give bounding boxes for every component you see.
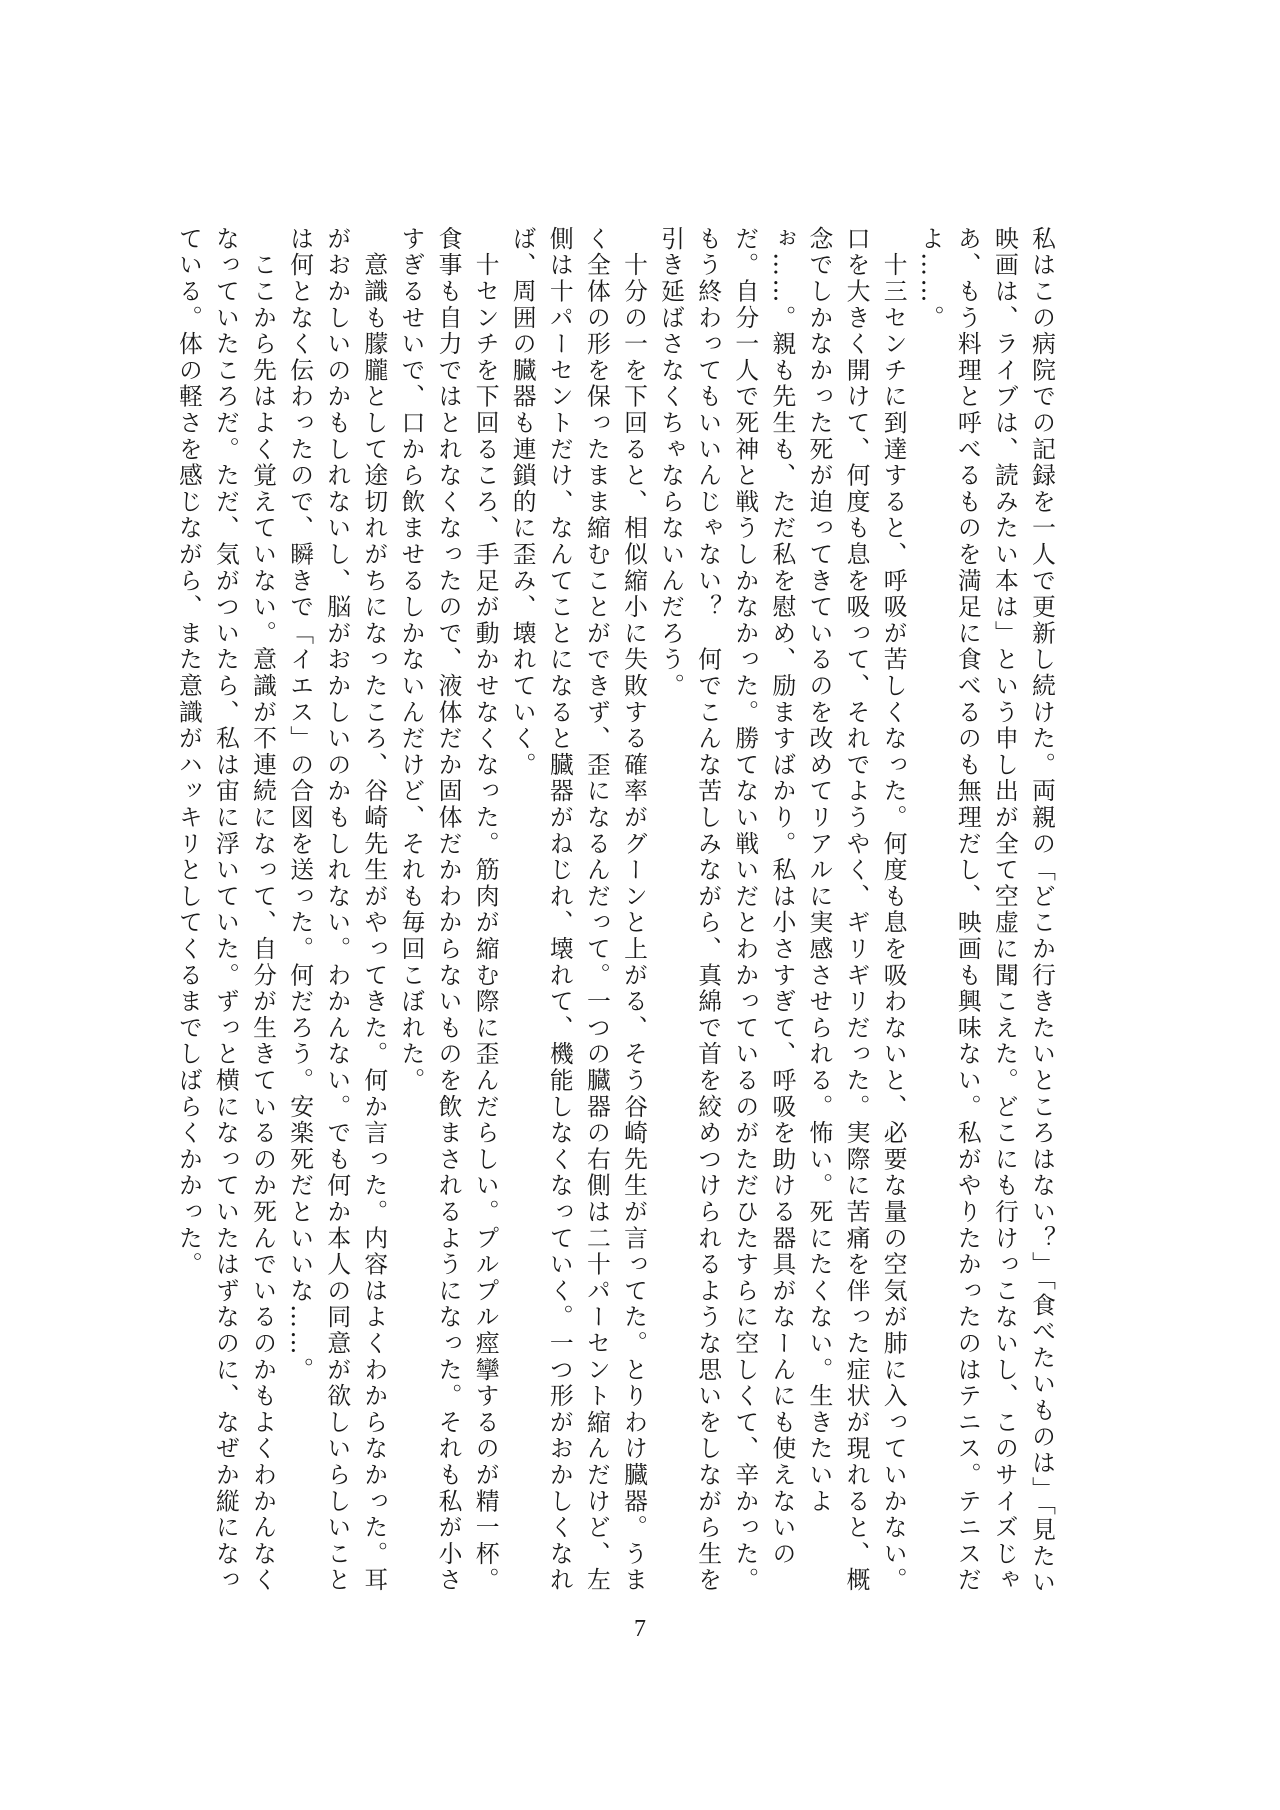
paragraph: 十分の一を下回ると、相似縮小に失敗する確率がグーンと上がる、そう谷崎先生が言ってた。とりわけ臓器。うまく全体の形を保ったまま縮むことができず、歪になるんだって。一つの臓器の右側は二十パーセント縮んだけど、左側は十パーセントだけ、なんてことになると臓器がねじれ、壊れて、機能しなくなっていく。一つ形がおかしくなれば、周囲の臓器も連鎖的に歪み、壊れていく。 xyxy=(508,226,648,1594)
paragraph: 意識も朦朧として途切れがちになったころ、谷崎先生がやってきた。何か言った。内容はよくわからなかった。耳がおかしいのかもしれないし、脳がおかしいのかもしれない。わかんない。でも何か本人の同意が欲しいらしいことは何となく伝わったので、瞬きで「イエス」の合図を送った。何だろう。安楽死だといいな……。 xyxy=(286,226,389,1594)
page-number: 7 xyxy=(634,1616,646,1642)
paragraph: 私はこの病院での記録を一人で更新し続けた。両親の「どこか行きたいところはない？」「食べたいものは」「見たい映画は、ライブは、読みたい本は」という申し出が全て空虚に聞こえた。どこにも行けっこないし、このサイズじゃあ、もう料理と呼べるものを満足に食べるのも無理だし、映画も興味ない。私がやりたかったのはテニス。テニスだよ……。 xyxy=(916,226,1056,1597)
paragraph: 十三センチに到達すると、呼吸が苦しくなった。何度も息を吸わないと、必要な量の空気が肺に入っていかない。口を大きく開けて、何度も息を吸って、それでようやく、ギリギリだった。実際に苦痛を伴った症状が現れると、概念でしかなかった死が迫ってきているのを改めてリアルに実感させられる。怖い。死にたくない。生きたいよぉ……。親も先生も、ただ私を慰め、励ますばかり。私は小さすぎて、呼吸を助ける器具がなーんにも使えないのだ。自分一人で死神と戦うしかなかった。勝てない戦いだとわかっているのがただひたすらに空しくて、辛かった。もう終わってもいいんじゃない？ 何でこんな苦しみながら、真綿で首を絞めつけられるような思いをしながら生を引き延ばさなくちゃならないんだろう。 xyxy=(657,226,908,1594)
paragraph: ここから先はよく覚えていない。意識が不連続になって、自分が生きているのか死んでいるのかもよくわかんなくなっていたころだ。ただ、気がついたら、私は宙に浮いていた。ずっと横になっていたはずなのに、なぜか縦になっている。体の軽さを感じながら、また意識がハッキリとしてくるまでしばらくかかった。 xyxy=(174,226,278,1594)
vertical-text-body xyxy=(174,226,1060,1602)
paragraph: 十センチを下回るころ、手足が動かせなくなった。筋肉が縮む際に歪んだらしい。プルプル痙攣するのが精一杯。食事も自力ではとれなくなったので、液体だか固体だかわからないものを飲まされるようになった。それも私が小さすぎるせいで、口から飲ませるしかないんだけど、それも毎回こぼれた。 xyxy=(397,226,500,1594)
